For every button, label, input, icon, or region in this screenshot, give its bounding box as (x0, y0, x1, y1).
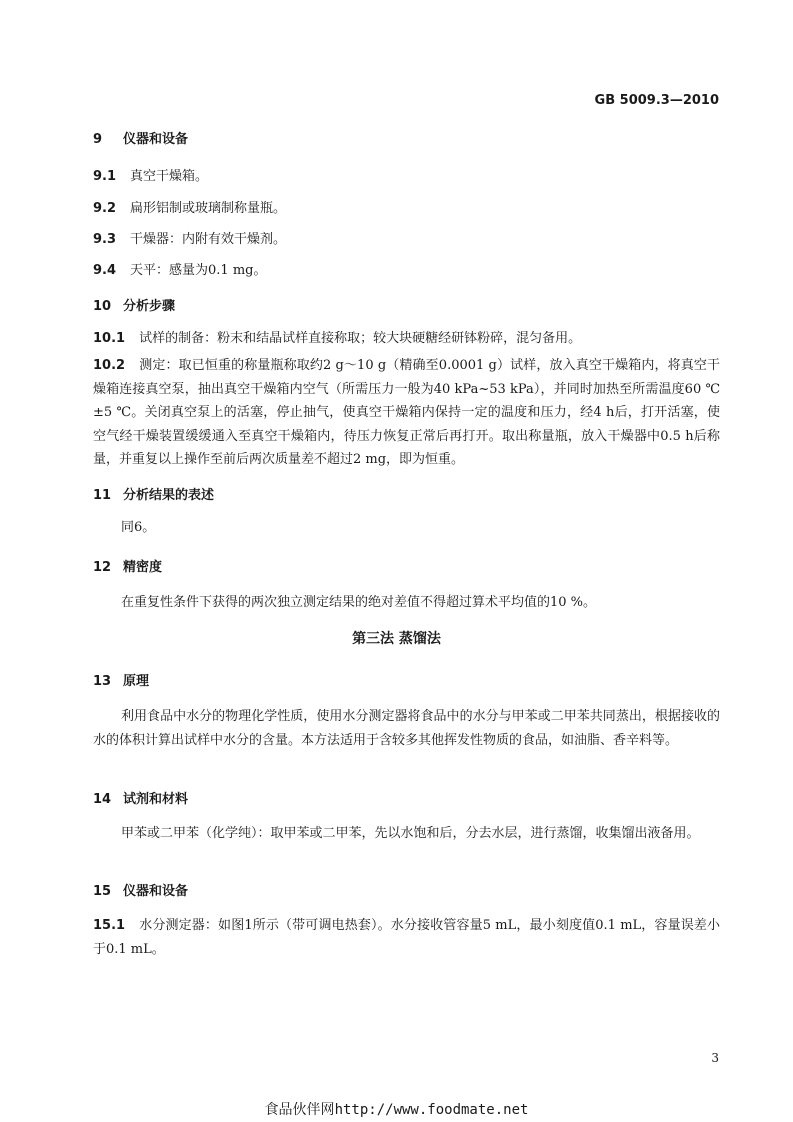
section-number: 12 (93, 560, 112, 575)
section-title: 原理 (123, 674, 150, 689)
clause-text: 试样的制备：粉末和结晶试样直接称取；较大块硬糖经研钵粉碎，混匀备用。 (139, 331, 582, 346)
section-13-heading (93, 670, 149, 689)
clause-number: 10.1 (93, 331, 126, 346)
clause-text: 天平：感量为0.1 mg。 (130, 263, 267, 278)
section-12-text: 在重复性条件下获得的两次独立测定结果的绝对差值不得超过算术平均值的10 %。 (121, 595, 597, 610)
section-11-heading (93, 484, 214, 503)
section-number: 10 (93, 299, 112, 314)
clause-number: 15.1 (93, 918, 126, 933)
clause-15-1 (93, 914, 720, 961)
standard-code: GB 5009.3—2010 (594, 93, 719, 108)
section-title: 仪器和设备 (123, 884, 189, 899)
clause-number: 9.4 (93, 263, 117, 278)
clause-text: 测定：取已恒重的称量瓶称取约2 g～10 g（精确至0.0001 g）试样，放入真空干燥箱内，将真空干燥箱连接真空泵，抽出真空干燥箱内空气（所需压力一般为40 kPa~53 kPa），并同时加热至所需温度60 ℃±5 ℃。关闭真空泵上的活塞，停止抽气，使真空干燥箱内保持一定的温度和压力，经4 h后，打开活塞，使空气经干燥装置缓缓通入至真空干燥箱内，待压力恢复正常后再打开。取出称量瓶，放入干燥器中0.5 h后称量，并重复以上操作至前后两次质量差不超过2 mg，即为恒重。 (93, 358, 720, 467)
section-9-heading (93, 128, 188, 147)
section-number: 14 (93, 792, 112, 807)
page-number: 3 (711, 1051, 719, 1065)
section-title: 试剂和材料 (123, 792, 189, 807)
section-14-text: 甲苯或二甲苯（化学纯）：取甲苯或二甲苯，先以水饱和后，分去水层，进行蒸馏，收集馏出液备用。 (121, 826, 700, 841)
clause-number: 9.3 (93, 232, 117, 247)
clause-text: 干燥器：内附有效干燥剂。 (130, 232, 287, 247)
clause-text: 真空干燥箱。 (130, 169, 209, 184)
section-12-heading (93, 556, 162, 575)
section-14-heading (93, 788, 188, 807)
footer-watermark (0, 1099, 793, 1119)
footer-url[interactable]: http://www.foodmate.net (334, 1102, 529, 1118)
section-15-heading (93, 880, 188, 899)
clause-number: 10.2 (93, 358, 126, 373)
section-13-text: 利用食品中水分的物理化学性质，使用水分测定器将食品中的水分与甲苯或二甲苯共同蒸出，根据接收的水的体积计算出试样中水分的含量。本方法适用于含较多其他挥发性物质的食品，如油脂、香辛料等。 (93, 709, 720, 748)
section-number: 13 (93, 674, 112, 689)
section-number: 11 (93, 488, 112, 503)
clause-9-2 (93, 197, 286, 216)
clause-number: 9.2 (93, 201, 117, 216)
footer-site-name: 食品伙伴网 (264, 1102, 335, 1118)
clause-10-2 (93, 354, 720, 472)
clause-9-4 (93, 259, 267, 278)
section-title: 分析步骤 (123, 299, 176, 314)
clause-number: 9.1 (93, 169, 117, 184)
section-10-heading (93, 295, 175, 314)
method-3-title: 第三法 蒸馏法 (352, 631, 441, 647)
clause-10-1 (93, 327, 720, 351)
clause-text: 扁形铝制或玻璃制称量瓶。 (130, 201, 287, 216)
section-title: 仪器和设备 (123, 132, 189, 147)
section-number: 9 (93, 132, 103, 147)
clause-9-1 (93, 165, 208, 184)
section-title: 精密度 (123, 560, 163, 575)
clause-9-3 (93, 228, 286, 247)
section-number: 15 (93, 884, 112, 899)
clause-text: 水分测定器：如图1所示（带可调电热套）。水分接收管容量5 mL，最小刻度值0.1 mL，容量误差小于0.1 mL。 (93, 918, 720, 957)
section-title: 分析结果的表述 (123, 488, 215, 503)
section-11-text: 同6。 (121, 520, 156, 535)
